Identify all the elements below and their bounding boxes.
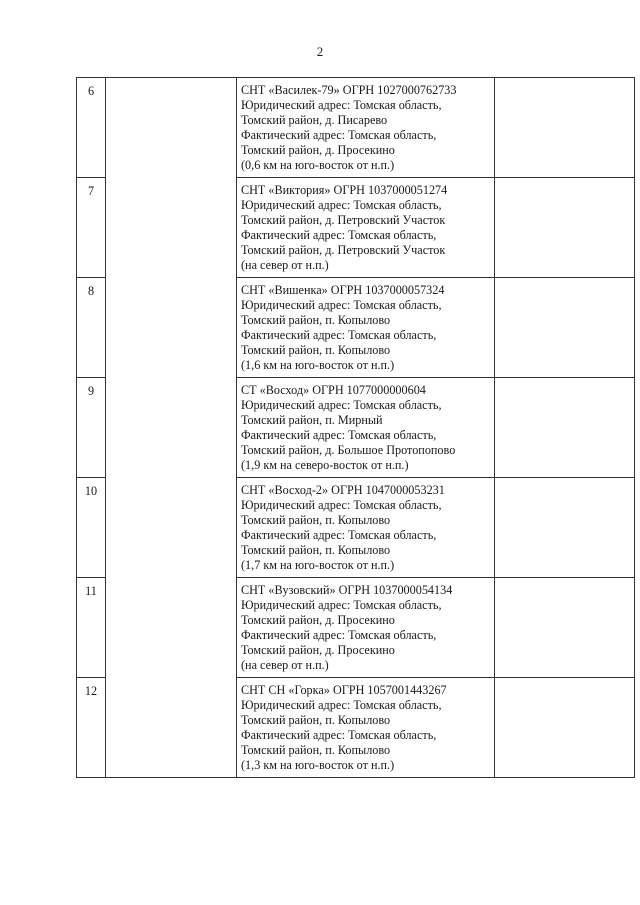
entity-cell bbox=[237, 678, 495, 778]
entity-title: СТ «Восход» ОГРН 1077000000604 bbox=[241, 383, 426, 397]
row-number: 11 bbox=[77, 578, 106, 678]
row-number: 12 bbox=[77, 678, 106, 778]
legal-address-place: Томский район, д. Писарево bbox=[241, 113, 388, 127]
actual-address-label: Фактический адрес: Томская область, bbox=[241, 128, 437, 142]
actual-address-place: Томский район, п. Копылово bbox=[241, 743, 391, 757]
row-number: 6 bbox=[77, 78, 106, 178]
empty-cell bbox=[495, 278, 635, 378]
actual-address-place: Томский район, д. Большое Протопопово bbox=[241, 443, 456, 457]
actual-address-label: Фактический адрес: Томская область, bbox=[241, 228, 437, 242]
location-note: (на север от н.п.) bbox=[241, 658, 329, 672]
row-number: 8 bbox=[77, 278, 106, 378]
row-number: 9 bbox=[77, 378, 106, 478]
empty-cell bbox=[495, 478, 635, 578]
actual-address-place: Томский район, д. Просекино bbox=[241, 143, 395, 157]
location-note: (1,6 км на юго-восток от н.п.) bbox=[241, 358, 395, 372]
actual-address-label: Фактический адрес: Томская область, bbox=[241, 328, 437, 342]
legal-address-label: Юридический адрес: Томская область, bbox=[241, 498, 442, 512]
actual-address-label: Фактический адрес: Томская область, bbox=[241, 628, 437, 642]
legal-address-label: Юридический адрес: Томская область, bbox=[241, 698, 442, 712]
registry-table bbox=[76, 77, 635, 778]
legal-address-place: Томский район, п. Копылово bbox=[241, 713, 391, 727]
legal-address-label: Юридический адрес: Томская область, bbox=[241, 198, 442, 212]
actual-address-place: Томский район, п. Копылово bbox=[241, 543, 391, 557]
location-note: (на север от н.п.) bbox=[241, 258, 329, 272]
table-row bbox=[77, 78, 635, 178]
legal-address-place: Томский район, д. Петровский Участок bbox=[241, 213, 446, 227]
empty-cell bbox=[495, 678, 635, 778]
actual-address-place: Томский район, д. Просекино bbox=[241, 643, 395, 657]
empty-cell bbox=[495, 378, 635, 478]
actual-address-label: Фактический адрес: Томская область, bbox=[241, 728, 437, 742]
entity-title: СНТ «Василек-79» ОГРН 1027000762733 bbox=[241, 83, 457, 97]
row-number: 10 bbox=[77, 478, 106, 578]
location-note: (0,6 км на юго-восток от н.п.) bbox=[241, 158, 395, 172]
merged-empty-column bbox=[106, 78, 237, 778]
location-note: (1,7 км на юго-восток от н.п.) bbox=[241, 558, 395, 572]
entity-title: СНТ «Вузовский» ОГРН 1037000054134 bbox=[241, 583, 453, 597]
actual-address-place: Томский район, п. Копылово bbox=[241, 343, 391, 357]
actual-address-place: Томский район, д. Петровский Участок bbox=[241, 243, 446, 257]
entity-title: СНТ СН «Горка» ОГРН 1057001443267 bbox=[241, 683, 447, 697]
entity-cell bbox=[237, 378, 495, 478]
legal-address-place: Томский район, п. Копылово bbox=[241, 513, 391, 527]
entity-cell bbox=[237, 478, 495, 578]
legal-address-label: Юридический адрес: Томская область, bbox=[241, 598, 442, 612]
empty-cell bbox=[495, 78, 635, 178]
entity-title: СНТ «Виктория» ОГРН 1037000051274 bbox=[241, 183, 448, 197]
entity-cell bbox=[237, 78, 495, 178]
entity-title: СНТ «Вишенка» ОГРН 1037000057324 bbox=[241, 283, 445, 297]
entity-cell bbox=[237, 578, 495, 678]
legal-address-place: Томский район, д. Просекино bbox=[241, 613, 395, 627]
legal-address-place: Томский район, п. Мирный bbox=[241, 413, 383, 427]
entity-cell bbox=[237, 278, 495, 378]
empty-cell bbox=[495, 178, 635, 278]
entity-title: СНТ «Восход-2» ОГРН 1047000053231 bbox=[241, 483, 445, 497]
location-note: (1,9 км на северо-восток от н.п.) bbox=[241, 458, 409, 472]
empty-cell bbox=[495, 578, 635, 678]
legal-address-label: Юридический адрес: Томская область, bbox=[241, 98, 442, 112]
entity-cell bbox=[237, 178, 495, 278]
location-note: (1,3 км на юго-восток от н.п.) bbox=[241, 758, 395, 772]
row-number: 7 bbox=[77, 178, 106, 278]
page-number: 2 bbox=[316, 44, 324, 59]
legal-address-place: Томский район, п. Копылово bbox=[241, 313, 391, 327]
legal-address-label: Юридический адрес: Томская область, bbox=[241, 298, 442, 312]
actual-address-label: Фактический адрес: Томская область, bbox=[241, 428, 437, 442]
actual-address-label: Фактический адрес: Томская область, bbox=[241, 528, 437, 542]
registry-table-body bbox=[77, 78, 635, 778]
legal-address-label: Юридический адрес: Томская область, bbox=[241, 398, 442, 412]
